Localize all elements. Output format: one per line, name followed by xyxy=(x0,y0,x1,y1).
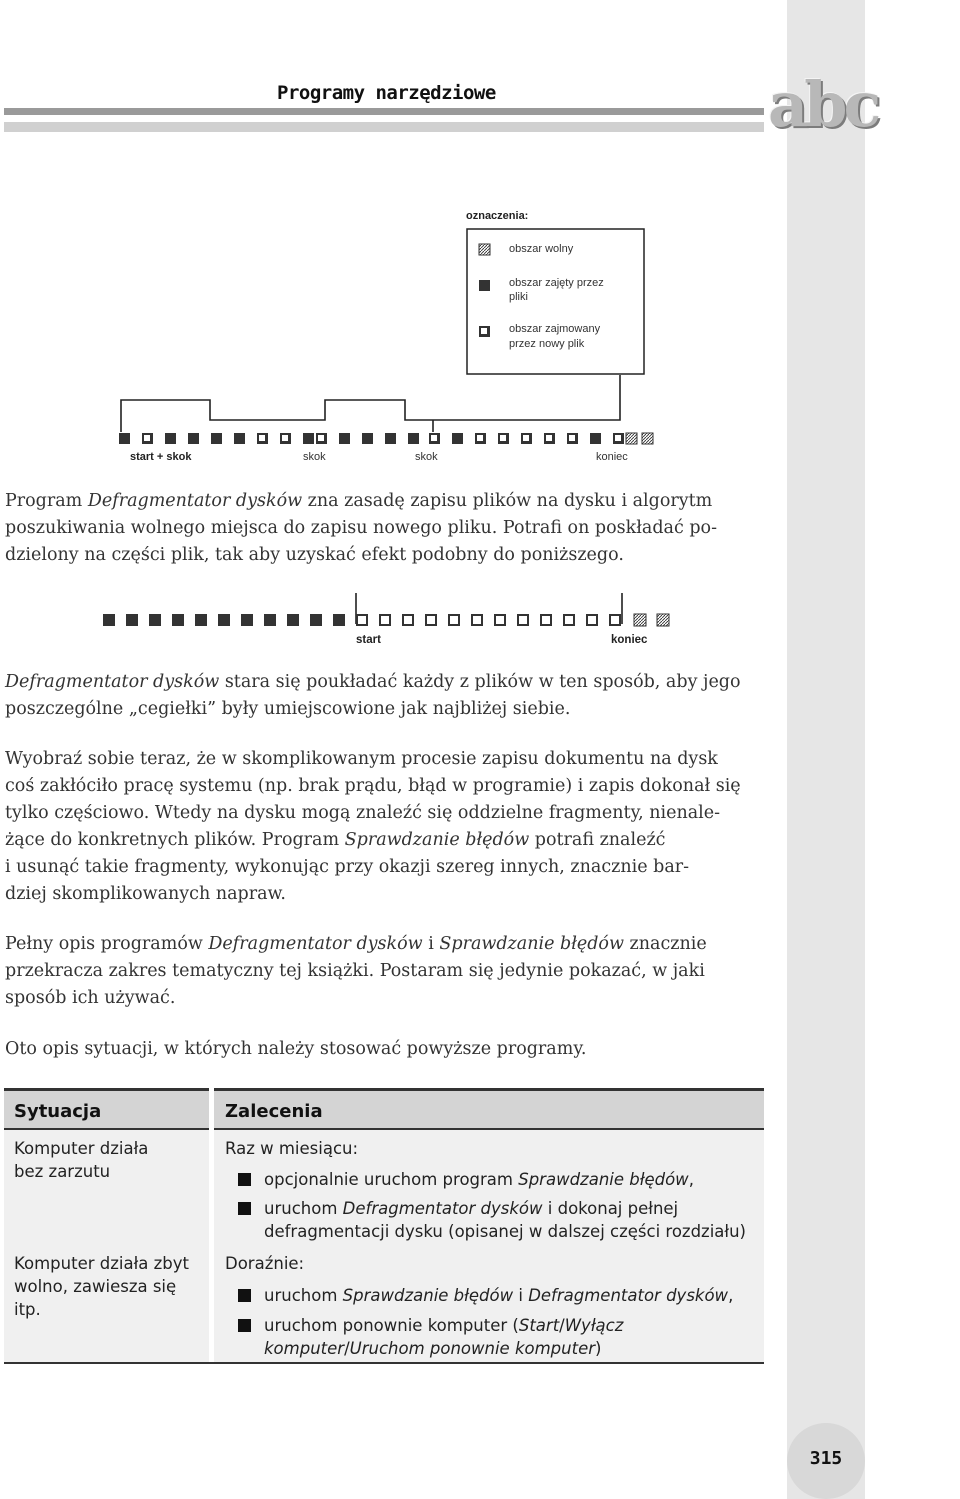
page-number: 315 xyxy=(809,1448,843,1469)
label-skok-2: skok xyxy=(415,451,438,463)
header-situation: Sytuacja xyxy=(14,1101,102,1122)
bullet-icon xyxy=(238,1319,251,1332)
legend-used-swatch xyxy=(479,280,490,291)
label-skok-1: skok xyxy=(303,451,326,463)
legend-free-label: obszar wolny xyxy=(509,243,574,255)
recommendation-item: uruchom ponownie komputer (Start/Wyłącz komputer/Uruchom ponownie komputer) xyxy=(264,1316,624,1358)
abc-logo: abc xyxy=(768,68,878,141)
paragraph-3: Wyobraź sobie teraz, że w skomplikowanym procesie zapisu dokumentu na dysk coś zakłóciło pracę systemu (np. brak prądu, błąd w programie) i zapis dokonał się tylko częściowo. Wtedy na dysku mogą znaleźć się oddzielne fragmenty, nienale- żące do konkretnych plików. Program Sprawdzanie błędów potrafi znaleźć i usunąć takie fragmenty, wykonując przy okazji szereg innych, znacznie bar- dziej skomplikowanych napraw. xyxy=(5,749,741,904)
adhoc-label: Doraźnie: xyxy=(225,1254,305,1273)
situation-slow: Komputer działa zbyt wolno, zawiesza się itp. xyxy=(14,1254,189,1319)
header-rule-light xyxy=(4,122,764,132)
recommendation-item: opcjonalnie uruchom program Sprawdzanie błędów, xyxy=(264,1170,694,1189)
legend-new-swatch-inner xyxy=(481,328,487,334)
table-header xyxy=(4,1088,764,1130)
bullet-icon xyxy=(238,1173,251,1186)
table-bottom-rule xyxy=(4,1362,764,1364)
situation-ok: Komputer działa bez zarzutu xyxy=(14,1139,149,1181)
file-path-line xyxy=(121,375,620,432)
header-rule-dark xyxy=(4,108,764,115)
block-row-1 xyxy=(119,433,653,444)
legend-used-label: obszar zajęty przez xyxy=(509,277,604,289)
legend-title: oznaczenia: xyxy=(466,210,529,222)
block-row-2 xyxy=(103,614,669,626)
legend-new-label-2: przez nowy plik xyxy=(509,338,585,350)
fragmentation-diagram xyxy=(115,200,655,470)
header-recommendation: Zalecenia xyxy=(225,1101,323,1122)
recommendation-item: uruchom Defragmentator dysków i dokonaj pełnej defragmentacji dysku (opisanej w dalszej części rozdziału) xyxy=(264,1199,746,1241)
label-end: koniec xyxy=(611,634,648,646)
paragraph-2: Defragmentator dysków stara się poukładać każdy z plików w ten sposób, aby jego poszczególne „cegiełki” były umiejscowione jak najbliżej siebie. xyxy=(5,672,741,719)
recommendations-table xyxy=(4,1088,764,1364)
legend-used-label-2: pliki xyxy=(509,291,528,303)
paragraph-4: Pełny opis programów Defragmentator dysków i Sprawdzanie błędów znacznie przekracza zakres tematyczny tej książki. Postaram się jedynie pokazać, w jaki sposób ich używać. xyxy=(5,934,707,1008)
column-separator xyxy=(209,1088,214,1364)
legend-free-swatch xyxy=(479,244,490,255)
bullet-icon xyxy=(238,1289,251,1302)
running-header: Programy narzędziowe xyxy=(277,82,496,104)
label-start: start xyxy=(356,634,381,646)
paragraph-1: Program Defragmentator dysków zna zasadę zapisu plików na dysku i algorytm poszukiwania wolnego miejsca do zapisu nowego pliku. Potrafi on poskładać po- dzielony na części plik, tak aby uzyskać efekt podobny do poniższego. xyxy=(5,491,718,565)
paragraph-5: Oto opis sytuacji, w których należy stosować powyższe programy. xyxy=(5,1039,587,1059)
recommendation-item: uruchom Sprawdzanie błędów i Defragmentator dysków, xyxy=(264,1286,734,1305)
label-koniec: koniec xyxy=(596,451,628,463)
side-strip xyxy=(787,0,865,1499)
defragmented-diagram xyxy=(95,588,685,652)
label-start-skok: start + skok xyxy=(130,451,192,463)
monthly-label: Raz w miesiącu: xyxy=(225,1139,359,1158)
bullet-icon xyxy=(238,1202,251,1215)
legend-new-label: obszar zajmowany xyxy=(509,323,601,335)
